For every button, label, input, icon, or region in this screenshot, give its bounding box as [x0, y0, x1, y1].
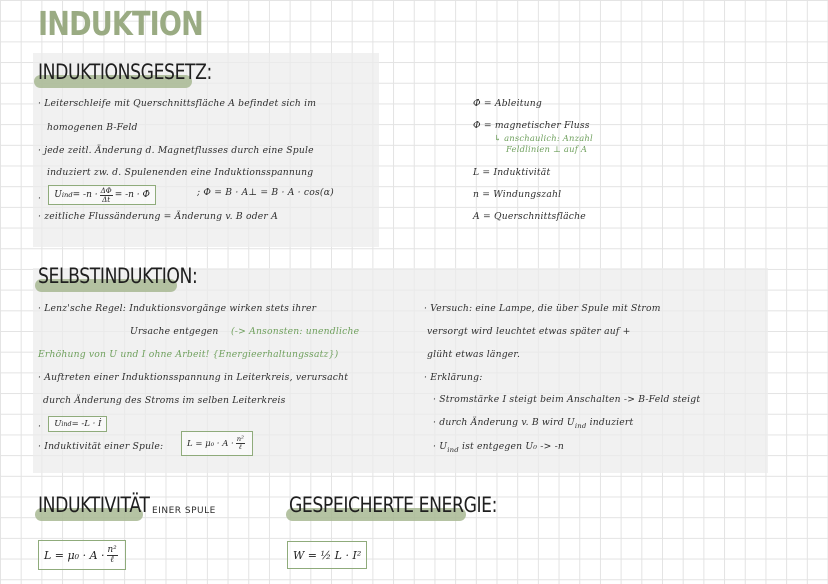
bullet: ·	[38, 193, 42, 204]
fraction-numerator: ΔΦ	[100, 186, 112, 196]
fraction-numerator: n²	[236, 435, 244, 444]
text-line: · Stromstärke I steigt beim Anschalten -> B-Feld steigt	[433, 394, 701, 405]
fraction-numerator: n²	[107, 544, 117, 555]
text-line: · Induktivität einer Spule:	[38, 441, 164, 452]
text-subscript: ind	[447, 445, 459, 454]
section-heading-induktionsgesetz: INDUKTIONSGESETZ:	[38, 60, 212, 84]
text-line: · Erklärung:	[424, 372, 483, 383]
text-line: homogenen B-Feld	[47, 122, 138, 133]
text-line: versorgt wird leuchtet etwas später auf +	[427, 326, 631, 337]
formula-text: L = μ₀ · A ·	[187, 438, 234, 449]
text-line: · Versuch: eine Lampe, die über Spule mit Strom	[424, 303, 661, 314]
formula-text: U	[54, 419, 62, 429]
formula-fraction	[100, 187, 113, 202]
text-line: · Lenz'sche Regel: Induktionsvorgänge wirken stets ihrer	[38, 303, 317, 314]
legend-note: Feldlinien ⊥ auf A	[506, 144, 588, 154]
fraction-denominator: Δt	[102, 194, 111, 204]
induction-law-formula-row	[38, 182, 154, 205]
section-heading-selbstinduktion: SELBSTINDUKTION:	[38, 264, 198, 288]
text-line: glüht etwas länger.	[427, 349, 521, 360]
legend-item: L = Induktivität	[473, 167, 551, 178]
formula-text: W = ½ L · I²	[293, 548, 362, 562]
text-line: · zeitliche Flussänderung = Änderung v. B oder A	[38, 211, 278, 222]
text-line	[433, 441, 564, 454]
legend-item: Φ = magnetischer Fluss	[473, 120, 590, 131]
legend-item: n = Windungszahl	[473, 189, 562, 200]
energy-formula-box	[287, 541, 367, 569]
text-part: · durch Änderung v. B wird U	[433, 417, 575, 428]
text-line: · Leiterschleife mit Querschnittsfläche A befindet sich im	[38, 98, 317, 109]
legend-item: Φ̇ = Ableitung	[473, 98, 542, 109]
formula-text: = -L · İ	[71, 419, 102, 429]
self-induction-formula-row	[38, 411, 105, 432]
fraction-denominator: ℓ	[110, 554, 114, 565]
inductance-formula-box	[181, 431, 253, 456]
formula-text: = -n ·	[72, 190, 98, 200]
formula-text: L = μ₀ · A ·	[44, 548, 105, 562]
text-line	[433, 417, 633, 430]
legend-note: ↳ anschaulich: Anzahl	[494, 133, 593, 143]
section-heading-gespeicherte-energie: GESPEICHERTE ENERGIE:	[289, 493, 498, 517]
text-line: Ursache entgegen	[130, 326, 219, 337]
text-subscript: ind	[574, 421, 587, 430]
section-subheading: EINER SPULE	[152, 506, 216, 516]
formula-subscript: ind	[61, 191, 73, 199]
text-part: ist entgegen U₀ -> -n	[458, 441, 565, 452]
formula-text: = -n · Φ̇	[114, 190, 150, 200]
bullet: ·	[38, 421, 42, 432]
formula-fraction	[236, 436, 245, 451]
page-title: INDUKTION	[38, 4, 203, 43]
section-heading-induktivitaet: INDUKTIVITÄT	[38, 493, 150, 517]
lenz-note: Erhöhung von U und I ohne Arbeit! {Energieerhaltungssatz})	[38, 349, 339, 360]
formula-subscript: ind	[61, 420, 72, 428]
formula-text: U	[54, 190, 62, 200]
formula-fraction	[107, 546, 118, 565]
legend-item: A = Querschnittsfläche	[473, 211, 586, 222]
text-part: · U	[433, 441, 448, 452]
text-line: durch Änderung des Stroms im selben Leiterkreis	[43, 395, 286, 406]
text-line: induziert zw. d. Spulenenden eine Induktionsspannung	[47, 167, 314, 178]
flux-formula: ; Φ = B · A⊥ = B · A · cos(α)	[197, 187, 334, 198]
text-line: · jede zeitl. Änderung d. Magnetflusses durch eine Spule	[38, 145, 314, 156]
text-line: · Auftreten einer Induktionsspannung in Leiterkreis, verursacht	[38, 372, 349, 383]
fraction-denominator: ℓ	[238, 443, 242, 451]
text-part: induziert	[586, 417, 634, 428]
self-induction-formula-box	[48, 416, 107, 432]
lenz-note: (-> Ansonsten: unendliche	[231, 326, 360, 337]
inductance-formula-box-large	[38, 540, 126, 570]
induction-law-formula-box	[48, 185, 156, 205]
